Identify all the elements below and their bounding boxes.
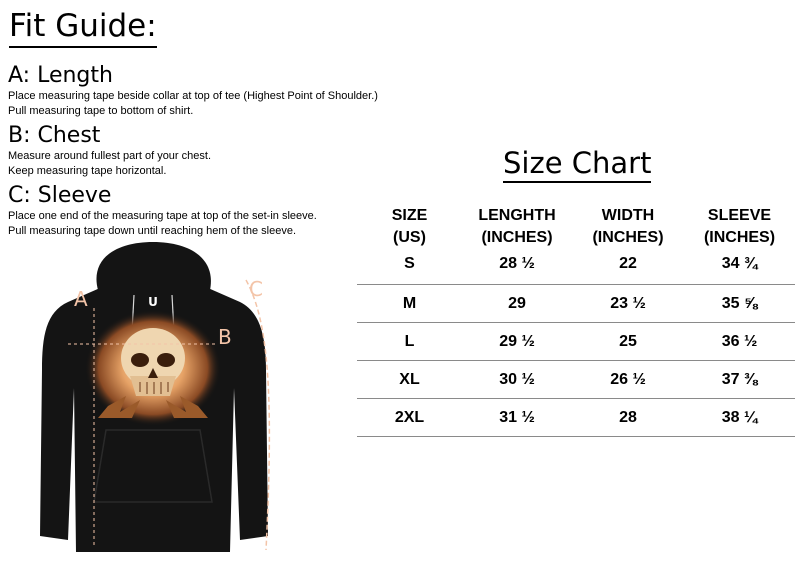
width-cell: 26 ½ (572, 361, 684, 399)
brand-logo: U (148, 295, 158, 309)
sleeve-heading: C: Sleeve (8, 183, 112, 208)
header-sleeve: SLEEVE (INCHES) (703, 207, 776, 246)
skull-graphic (85, 310, 221, 426)
length-cell: 29 ½ (462, 323, 572, 361)
size-cell: L (357, 323, 462, 361)
length-cell: 29 (462, 285, 572, 323)
size-cell: S (357, 251, 462, 285)
sleeve-instruction-2: Pull measuring tape down until reaching hem of the sleeve. (8, 225, 297, 237)
size-cell: 2XL (357, 399, 462, 437)
length-instruction-2: Pull measuring tape to bottom of shirt. (8, 105, 194, 117)
sleeve-cell: 37 ⅜ (684, 361, 795, 399)
header-length: LENGHTH (INCHES) (478, 207, 556, 246)
size-cell: M (357, 285, 462, 323)
length-cell: 30 ½ (462, 361, 572, 399)
table-row (357, 285, 795, 323)
table-row (357, 399, 795, 437)
length-instruction-1: Place measuring tape beside collar at top of tee (Highest Point of Shoulder.) (8, 90, 378, 102)
chest-instruction-2: Keep measuring tape horizontal. (8, 165, 167, 177)
length-heading: A: Length (8, 63, 113, 88)
width-cell: 22 (572, 251, 684, 285)
sleeve-cell: 35 ⅝ (684, 285, 795, 323)
width-cell: 23 ½ (572, 285, 684, 323)
sleeve-cell: 34 ¾ (684, 251, 795, 285)
sleeve-cell: 38 ¼ (684, 399, 795, 437)
table-row (357, 323, 795, 361)
sleeve-instruction-1: Place one end of the measuring tape at top of the set-in sleeve. (8, 210, 317, 222)
length-cell: 28 ½ (462, 251, 572, 285)
width-cell: 28 (572, 399, 684, 437)
label-b: B (218, 325, 232, 349)
label-a: A (74, 287, 88, 311)
size-chart-table (357, 205, 795, 437)
chest-heading: B: Chest (8, 123, 101, 148)
table-row (357, 251, 795, 285)
hoodie-diagram (28, 240, 280, 560)
width-cell: 25 (572, 323, 684, 361)
sleeve-cell: 36 ½ (684, 323, 795, 361)
chest-instruction-1: Measure around fullest part of your chest. (8, 150, 211, 162)
table-row (357, 361, 795, 399)
header-size: SIZE (US) (391, 207, 428, 246)
size-chart-title: Size Chart (503, 146, 651, 183)
size-chart-header-row (357, 205, 795, 251)
length-cell: 31 ½ (462, 399, 572, 437)
header-width: WIDTH (INCHES) (592, 207, 664, 246)
fit-guide-title: Fit Guide: (9, 8, 157, 48)
hoodie-illustration (28, 240, 280, 560)
label-c: C (249, 277, 263, 301)
size-cell: XL (357, 361, 462, 399)
